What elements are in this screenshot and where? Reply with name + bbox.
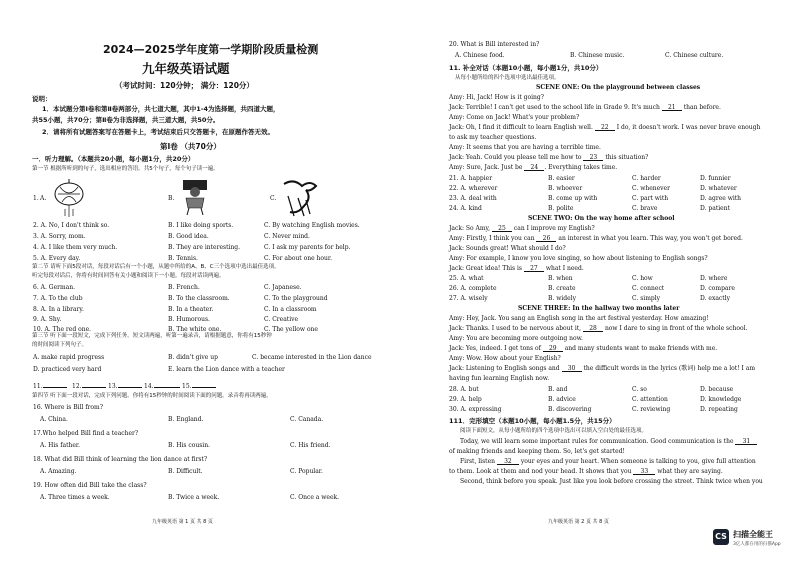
listening-option: B. To the classroom. xyxy=(168,295,230,302)
passage-line-33: to them. Look at them and nod your head. It shows that you 33 what they are saying. xyxy=(449,468,723,475)
part3-instruction-b: 的时间阅读下列句子。 xyxy=(32,342,88,348)
footer-right: 九年级英语 第 2 页 共 8 页 xyxy=(548,519,609,525)
dialog-line-26: Amy: Firstly, I think you can 26 an interest in what you learn. This way, you won't get bored. xyxy=(449,235,743,242)
dancers-picture xyxy=(180,178,210,216)
scene-two-heading: SCENE TWO: On the way home after school xyxy=(528,215,675,222)
listening-option: C. I ask my parents for help. xyxy=(264,244,351,251)
dialog-option: D. where xyxy=(700,275,728,282)
dialog-option: 24. A. kind xyxy=(449,205,482,212)
dialog-option: D. repeating xyxy=(700,406,738,413)
dialog-option: C. part with xyxy=(632,195,669,202)
notes-title: 说明： xyxy=(32,95,52,103)
q20: 20. What is Bill interested in? xyxy=(449,41,540,48)
dialog-option: D. patient xyxy=(700,205,730,212)
blank-11: 11. xyxy=(33,381,67,390)
dialog-option: B. create xyxy=(548,285,576,292)
question-option: C. Popular. xyxy=(290,468,323,475)
dialog-option: 23. A. deal with xyxy=(449,195,497,202)
dialog-option: B. come up with xyxy=(548,195,598,202)
question-option: C. Once a week. xyxy=(290,494,340,501)
question-stem: 16. Where is Bill from? xyxy=(33,404,103,411)
listening-option: 2. A. No, I don't think so. xyxy=(33,222,110,229)
dialog-option: 27. A. wisely xyxy=(449,295,488,302)
question-option: B. Twice a week. xyxy=(168,494,220,501)
q20-a: A. Chinese food. xyxy=(455,52,505,59)
dialog-line-27: Jack: Great idea! This is 27 what I need. xyxy=(449,265,584,272)
note-1b: 共55小题，共70分；第Ⅱ卷为非选择题，共三道大题，共50分。 xyxy=(32,116,220,124)
dialog-option: B. whoever xyxy=(548,185,583,192)
dialog-option: D. because xyxy=(700,386,734,393)
q20-c: C. Chinese culture. xyxy=(665,52,724,59)
question-option: B. England. xyxy=(168,416,204,423)
dialog-line-28: Jack: Thanks. I used to be nervous about it, 28 now I dare to sing in front of the whole school. xyxy=(449,325,748,332)
listening-option: C. For about one hour. xyxy=(264,255,333,262)
question-option: C. His friend. xyxy=(290,442,331,449)
listening-option: B. They are interesting. xyxy=(168,244,241,251)
listening-option: C. Creative xyxy=(264,316,299,323)
question-option: B. Difficult. xyxy=(168,468,203,475)
watermark-subtitle: 3亿人都在用的扫描App xyxy=(733,542,781,547)
dialog-option: C. brave xyxy=(632,205,658,212)
listening-option: C. Never mind. xyxy=(264,233,310,240)
dialog-option: 30. A. expressing xyxy=(449,406,502,413)
scene-one-heading: SCENE ONE: On the playground between classes xyxy=(536,84,701,91)
scene-three-heading: SCENE THREE: In the hallway two months later xyxy=(518,305,680,312)
question-option: A. Three times a week. xyxy=(40,494,110,501)
dialog-line-30: Jack: Listening to English songs and 30 the difficult words in the lyrics (歌词) help me a lot! I am xyxy=(449,365,756,372)
part2-instruction-b: 听完每段对话后，你将有时间回答有关小题和阅读下一小题。每段对话读两遍。 xyxy=(32,273,225,279)
dialog-option: C. so xyxy=(632,386,647,393)
dialog-option: D. exactly xyxy=(700,295,731,302)
section-2-instruction: 从每小题所给的四个选项中选出最佳选项。 xyxy=(455,75,560,81)
part3-instruction-a: 第三节 听下面一段短文，完成下列任务。短文读两遍，听第一遍录音，请根据题意，你将有15秒钟 xyxy=(32,333,272,339)
dragon-picture xyxy=(280,176,320,218)
part3-opt-e: E. learn the Lion dance with a teacher xyxy=(168,366,285,373)
dialog-line-23: Jack: Yeah. Could you please tell me how to 23 this situation? xyxy=(449,154,649,161)
listening-option: C. To the playground xyxy=(264,295,328,302)
dialog-option: C. how xyxy=(632,275,653,282)
note-1a: 1．本试题分第Ⅰ卷和第Ⅱ卷两部分，共七道大题，其中1-4为选择题，共四道大题， xyxy=(42,105,280,113)
q1-option-a: A. xyxy=(40,195,47,202)
dialog-option: D. agree with xyxy=(700,195,742,202)
listening-option: C. In a classroom xyxy=(264,306,317,313)
listening-option: B. French. xyxy=(168,284,200,291)
dialog-line: Amy: For example, I know you love singing, so how about listening to English songs? xyxy=(449,255,708,262)
listening-option: 6. A. German. xyxy=(33,284,76,291)
part4-instruction: 第四节 听下面一段对话，完成下列问题。你将有15秒钟的时间阅读下面的问题。录音将再读两遍。 xyxy=(32,393,272,399)
exam-title: 2024—2025学年度第一学期阶段质量检测 xyxy=(103,43,319,56)
q1-option-c: C. xyxy=(270,195,277,202)
question-option: C. Canada. xyxy=(290,416,324,423)
dialog-option: B. advice xyxy=(548,396,576,403)
dialog-option: C. reviewing xyxy=(632,406,671,413)
section-3-heading: 111．完形填空（本题10小题，每小题1.5分，共15分） xyxy=(449,417,616,425)
listening-option: C. By watching English movies. xyxy=(264,222,360,229)
dialog-option: 21. A. happier xyxy=(449,175,493,182)
dialog-option: B. easier xyxy=(548,175,575,182)
dialog-line: Amy: Hey, Jack. You sang an English song in the art festival yesterday. How amazing! xyxy=(449,315,709,322)
dialog-line: Amy: Come on Jack! What's your problem? xyxy=(449,114,580,121)
dialog-option: D. whatever xyxy=(700,185,737,192)
dialog-option: C. connect xyxy=(632,285,665,292)
dialog-line-21: Jack: Terrible! I can't get used to the school life in Grade 9. It's much 21 than before. xyxy=(449,104,721,111)
q1-option-b: B. xyxy=(168,195,175,202)
question-stem: 17.Who helped Bill find a teacher? xyxy=(33,430,139,437)
part1-instruction: 第一节 根据所听到的句子，选出相应的答语。共5个句子，每个句子读一遍。 xyxy=(32,166,219,172)
q20-b: B. Chinese music. xyxy=(570,52,625,59)
dialog-option: C. whenever xyxy=(632,185,670,192)
dialog-option: B. discovering xyxy=(548,406,592,413)
listening-option: B. I like doing sports. xyxy=(168,222,234,229)
dialog-option: B. when xyxy=(548,275,573,282)
blank-13: 13. xyxy=(108,381,142,390)
dialog-line: to ask my teacher questions. xyxy=(449,134,537,141)
listening-option: B. In a theater. xyxy=(168,306,214,313)
passage-line: Second, think before you speak. Just like you look before crossing the street. Think twice when you xyxy=(460,478,763,485)
section-2-heading: 11. 补全对话（本题10小题，每小题1分，共10分） xyxy=(449,64,603,72)
blank-12: 12. xyxy=(72,381,106,390)
part3-opt-b: B. didn't give up xyxy=(168,354,218,361)
question-option: A. His father. xyxy=(40,442,81,449)
passage-line: of making friends and keeping them. So, let's get started! xyxy=(449,448,625,455)
listening-option: B. Humorous. xyxy=(168,316,210,323)
note-2: 2．请将所有试题答案写在答题卡上，考试结束后只交答题卡，在原题作答无效。 xyxy=(42,128,275,136)
dialog-option: D. funnier xyxy=(700,175,731,182)
listening-option: B. The white one. xyxy=(168,326,222,333)
dialog-line: Amy: Hi, Jack! How is it going? xyxy=(449,94,544,101)
watermark-title: 扫描全能王 xyxy=(733,530,773,539)
q1-number: 1. xyxy=(33,195,39,202)
dialog-option: C. harder xyxy=(632,175,661,182)
dialog-option: 26. A. complete xyxy=(449,285,497,292)
footer-left: 九年级英语 第 1 页 共 8 页 xyxy=(152,519,213,525)
question-stem: 19. How often did Bill take the class? xyxy=(33,482,147,489)
dialog-option: 28. A. but xyxy=(449,386,479,393)
dialog-option: B. widely xyxy=(548,295,576,302)
dialog-line-24: Amy: Sure, Jack. Just be 24 . Everything takes time. xyxy=(449,164,618,171)
listening-option: 4. A. I like them very much. xyxy=(33,244,118,251)
listening-option: 9. A. Shy. xyxy=(33,316,62,323)
dialog-option: 29. A. help xyxy=(449,396,482,403)
dialog-option: D. compare xyxy=(700,285,735,292)
listening-option: 7. A. To the club xyxy=(33,295,83,302)
part2-instruction-a: 第二节 请听下面5段对话，每段对话后有一个小题，从题中所给的A、B、C三个选项中选出最佳选项。 xyxy=(32,264,280,270)
exam-subject: 九年级英语试题 xyxy=(142,61,230,76)
dialog-option: B. and xyxy=(548,386,568,393)
dialog-line: having fun learning English now. xyxy=(449,375,550,382)
question-option: B. His cousin. xyxy=(168,442,210,449)
section-3-instruction: 阅读下面短文，从每小题所给的四个选项中选出可以填入空白处的最佳选项。 xyxy=(460,428,648,434)
blank-15: 15. xyxy=(182,381,216,390)
passage-line-31: Today, we will learn some important rules for communication. Good communication is the 31 xyxy=(460,438,757,445)
passage-line-32: First, listen 32 your eyes and your heart. When someone is talking to you, give full attention xyxy=(460,458,756,465)
listening-option: 10. A. The red one. xyxy=(33,326,92,333)
dialog-option: C. simply xyxy=(632,295,661,302)
listening-heading: 一．听力理解。（本题共20小题，每小题1分，共20分） xyxy=(32,155,195,163)
listening-option: 3. A. Sorry, mom. xyxy=(33,233,86,240)
dialog-option: C. attention xyxy=(632,396,668,403)
dialog-line-22: Jack: Oh, I find it difficult to learn English well. 22 I do, it doesn't work. I was never brave enough xyxy=(449,124,761,131)
dialog-line: Amy: It seems that you are having a terrible time. xyxy=(449,144,601,151)
lantern-picture xyxy=(52,177,86,219)
listening-option: C. The yellow one xyxy=(264,326,318,333)
question-option: A. China. xyxy=(40,416,68,423)
listening-option: 8. A. In a library. xyxy=(33,306,84,313)
camscanner-logo: CS xyxy=(713,529,729,545)
part3-opt-a: A. make rapid progress xyxy=(33,354,105,361)
exam-time-info: （考试时间：120分钟； 满分：120分） xyxy=(115,81,254,90)
blank-14: 14. xyxy=(144,381,180,390)
volume-1-heading: 第Ⅰ卷 （共70分） xyxy=(160,142,221,151)
part3-opt-c: C. became interested in the Lion dance xyxy=(252,354,372,361)
dialog-line: Jack: Sounds great! What should I do? xyxy=(449,245,566,252)
listening-option: B. Good idea. xyxy=(168,233,209,240)
dialog-line-29: Jack: Yes, indeed. I get tons of 29 and many students want to make friends with me. xyxy=(449,345,718,352)
part3-opt-d: D. practiced very hard xyxy=(33,366,102,373)
listening-option: 5. A. Every day. xyxy=(33,255,81,262)
dialog-option: B. polite xyxy=(548,205,574,212)
dialog-line-25: Jack: So Amy, 25 can I improve my English? xyxy=(449,225,595,232)
dialog-option: 25. A. what xyxy=(449,275,484,282)
dialog-line: Amy: You are becoming more outgoing now. xyxy=(449,335,583,342)
dialog-line: Amy: Wow. How about your English? xyxy=(449,355,561,362)
question-option: A. Amazing. xyxy=(40,468,77,475)
dialog-option: D. knowledge xyxy=(700,396,742,403)
listening-option: B. Tennis. xyxy=(168,255,198,262)
question-stem: 18. What did Bill think of learning the lion dance at first? xyxy=(33,456,208,463)
dialog-option: 22. A. wherever xyxy=(449,185,498,192)
listening-option: C. Japanese. xyxy=(264,284,302,291)
